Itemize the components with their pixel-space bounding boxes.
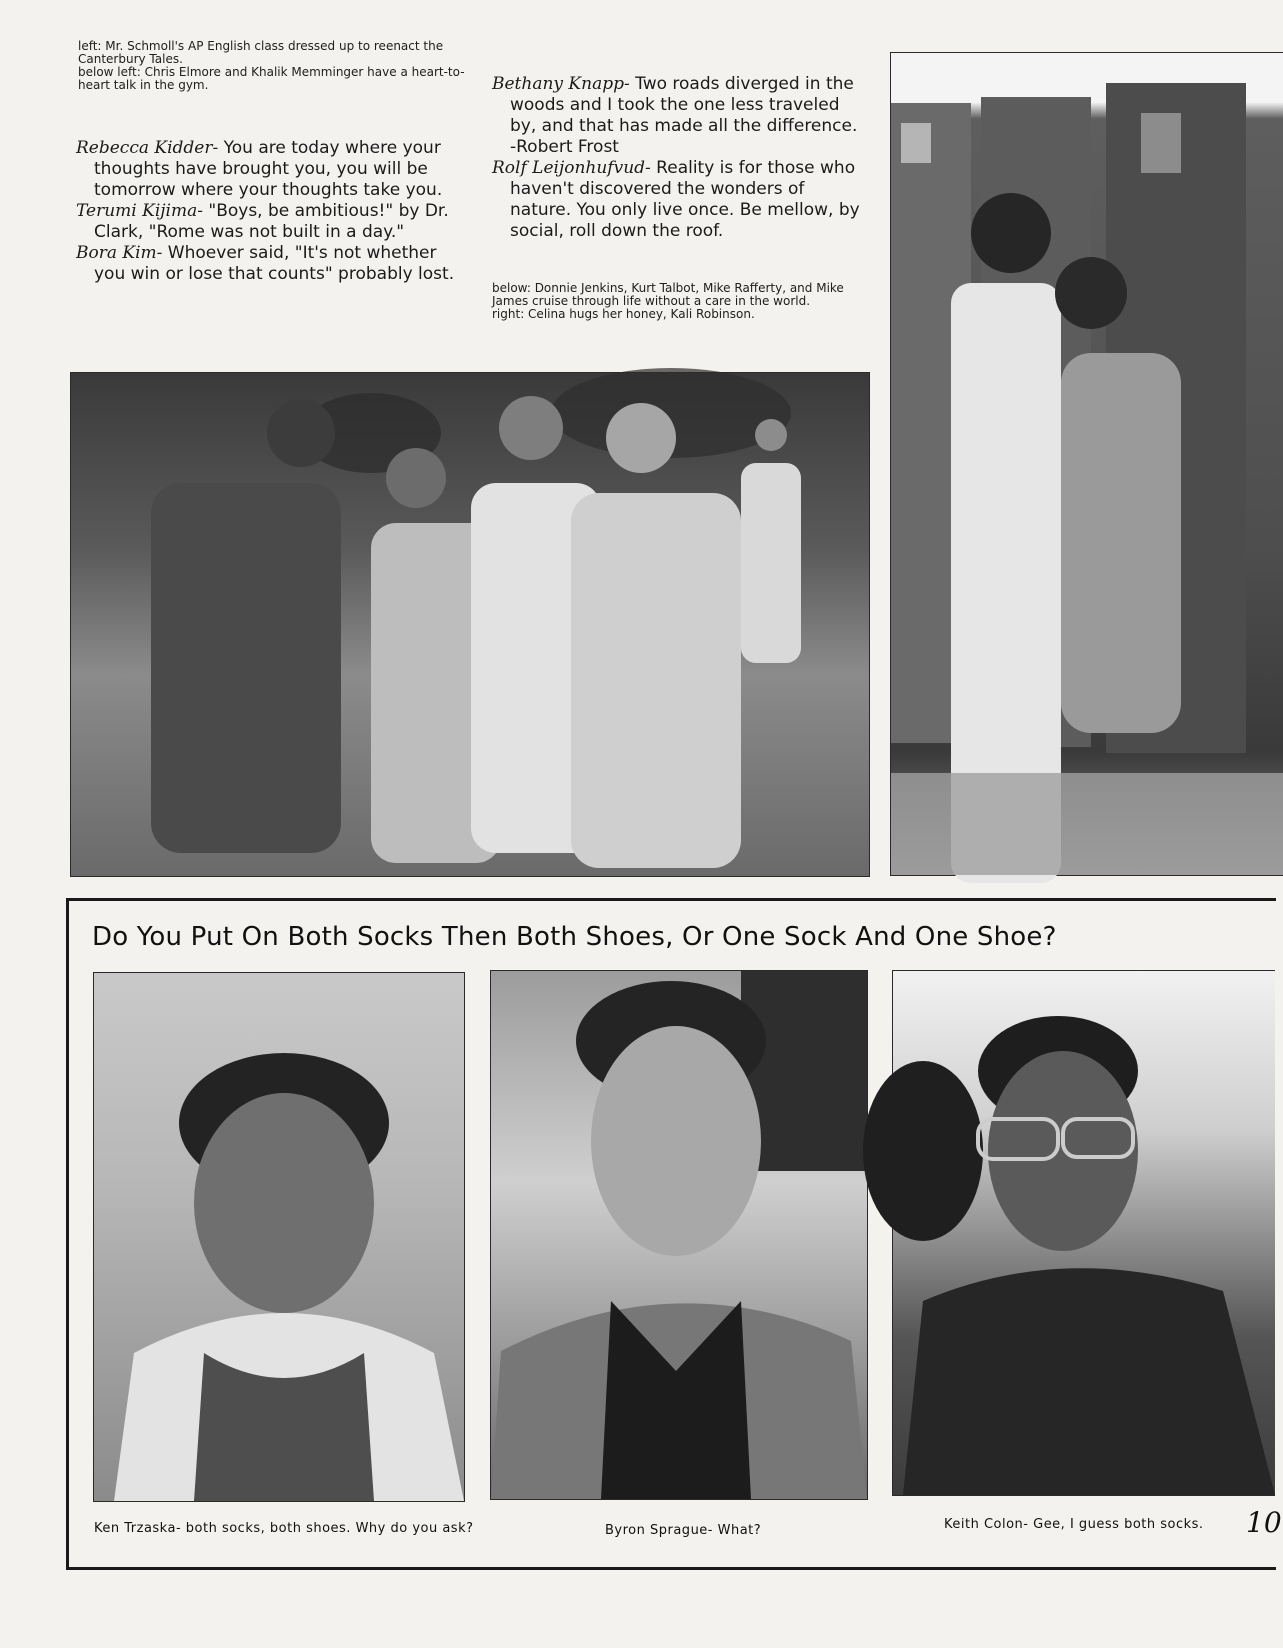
- portrait-ken-figure: [94, 973, 464, 1501]
- quotes-right-column: [492, 74, 862, 242]
- caption-gym-talk: below left: Chris Elmore and Khalik Memminger have a heart-to-heart talk in the gym.: [78, 65, 465, 92]
- quote-terumi-kijima: Terumi Kijima- "Boys, be ambitious!" by Dr. Clark, "Rome was not built in a day.": [76, 201, 449, 242]
- answer-byron-sprague: Byron Sprague- What?: [605, 1523, 762, 1538]
- portrait-byron-sprague: [490, 970, 868, 1500]
- locker-hug-figures: [891, 53, 1283, 875]
- quote-bethany-knapp: Bethany Knapp- Two roads diverged in the woods and I took the one less traveled by, and that has made all the difference. -Robert Frost: [492, 74, 858, 157]
- quote-rebecca-kidder: Rebecca Kidder- You are today where your thoughts have brought you, you will be tomorrow where your thoughts take you.: [76, 138, 443, 200]
- caption-block-top-left: [78, 40, 478, 92]
- portrait-ken-trzaska: [93, 972, 465, 1502]
- feature-headline: Do You Put On Both Socks Then Both Shoes, Or One Sock And One Shoe?: [92, 922, 1057, 952]
- quote-bora-kim: Bora Kim- Whoever said, "It's not whether you win or lose that counts" probably lost.: [76, 243, 455, 284]
- page-number: 10: [1246, 1506, 1282, 1539]
- caption-celina-hug: right: Celina hugs her honey, Kali Robinson.: [492, 307, 755, 321]
- portrait-keith-figure: [893, 971, 1275, 1495]
- quote-rolf-leijonhufvud: Rolf Leijonhufvud- Reality is for those who haven't discovered the wonders of nature. You only live once. Be mellow, by social, roll down the roof.: [492, 158, 860, 241]
- portrait-keith-colon: [892, 970, 1275, 1496]
- caption-schmoll-class: left: Mr. Schmoll's AP English class dressed up to reenact the Canterbury Tales.: [78, 39, 444, 66]
- answer-keith-colon: Keith Colon- Gee, I guess both socks.: [944, 1517, 1204, 1532]
- portrait-byron-figure: [491, 971, 867, 1499]
- group-walking-photo: [70, 372, 870, 877]
- quotes-left-column: [76, 138, 466, 285]
- caption-group-walk: below: Donnie Jenkins, Kurt Talbot, Mike Rafferty, and Mike James cruise through life without a care in the world.: [492, 281, 844, 308]
- locker-hug-photo: [890, 52, 1283, 876]
- answer-ken-trzaska: Ken Trzaska- both socks, both shoes. Why do you ask?: [94, 1521, 474, 1536]
- group-walking-figures: [71, 373, 869, 876]
- caption-block-mid: [492, 282, 872, 321]
